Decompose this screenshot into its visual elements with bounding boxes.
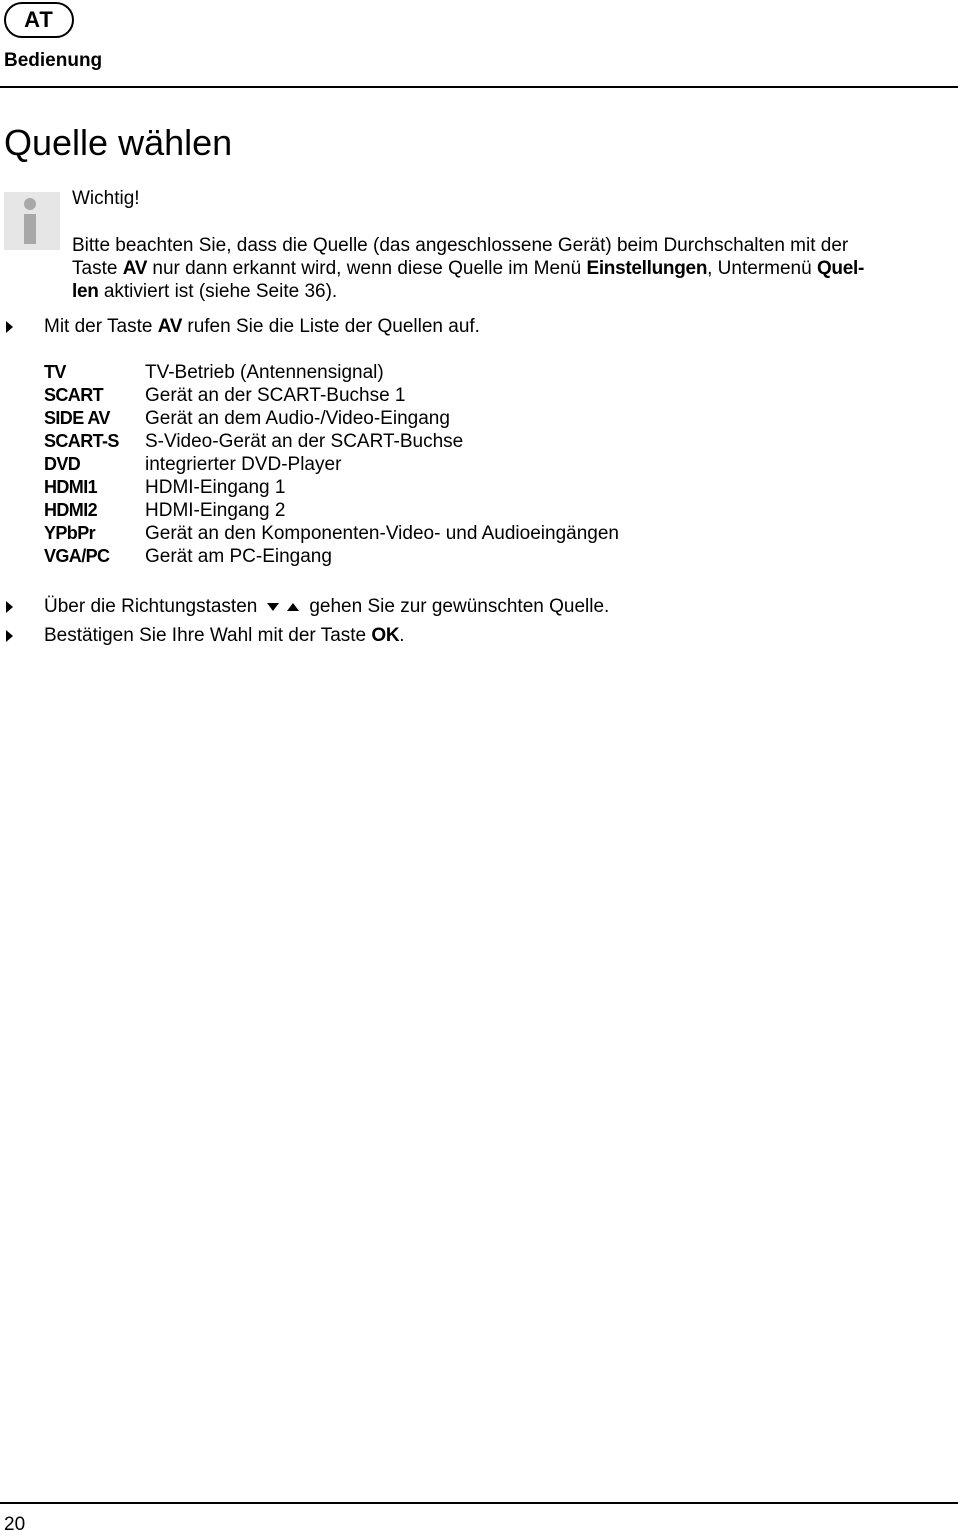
table-row — [44, 453, 619, 476]
source-table — [44, 361, 619, 568]
source-key: DVD — [44, 454, 81, 474]
step-open-list — [4, 315, 480, 338]
source-key: HDMI1 — [44, 477, 98, 497]
direction-keys — [267, 603, 299, 611]
step-text: Bestätigen Sie Ihre Wahl mit der Taste — [44, 625, 367, 646]
footer-rule — [0, 1502, 958, 1504]
bullet-arrow-icon — [6, 630, 13, 642]
page-title: Quelle wählen — [4, 122, 233, 163]
source-desc: HDMI-Eingang 2 — [145, 500, 286, 521]
step-confirm — [4, 624, 405, 647]
source-desc: Gerät am PC-Eingang — [145, 546, 332, 567]
table-row — [44, 384, 619, 407]
step-text: gehen Sie zur gewünschten Quelle. — [309, 596, 610, 617]
note-text-part: , Untermenü — [707, 258, 817, 279]
section-label: Bedienung — [4, 50, 103, 71]
source-key: YPbPr — [44, 523, 96, 543]
source-desc: HDMI-Eingang 1 — [145, 477, 286, 498]
menu-settings: Einstellungen — [586, 258, 708, 279]
source-key: HDMI2 — [44, 500, 98, 520]
note-text-part: aktiviert ist (siehe Seite 36). — [98, 281, 338, 302]
note-text — [72, 234, 892, 303]
source-key: SCART-S — [44, 431, 119, 451]
source-key: TV — [44, 362, 66, 382]
info-icon-bar — [24, 214, 36, 244]
table-row — [44, 361, 619, 384]
step-text: . — [399, 625, 405, 646]
submenu-sources-b: len — [72, 281, 99, 302]
note-heading: Wichtig! — [72, 188, 140, 209]
submenu-sources-a: Quel- — [816, 258, 865, 279]
key-av: AV — [122, 258, 148, 279]
bullet-arrow-icon — [6, 601, 13, 613]
table-row — [44, 522, 619, 545]
step-text: Mit der Taste — [44, 316, 153, 337]
bullet-arrow-icon — [6, 321, 13, 333]
source-desc: Gerät an der SCART-Buchse 1 — [145, 385, 406, 406]
step-navigate — [4, 595, 609, 618]
key-av: AV — [157, 316, 183, 337]
table-row — [44, 407, 619, 430]
note-text-part: Bitte beachten Sie, dass die Quelle (das angeschlossene Gerät) beim Durchschalten mit der Taste — [72, 235, 849, 279]
table-row — [44, 430, 619, 453]
header-rule — [0, 86, 958, 88]
source-desc: Gerät an den Komponenten-Video- und Audioeingängen — [145, 523, 619, 544]
step-text: Über die Richtungstasten — [44, 596, 258, 617]
table-row — [44, 499, 619, 522]
page-number: 20 — [4, 1514, 26, 1535]
source-desc: S-Video-Gerät an der SCART-Buchse — [145, 431, 464, 452]
note-text-part: nur dann erkannt wird, wenn diese Quelle im Menü — [147, 258, 587, 279]
country-badge: AT — [4, 2, 74, 38]
table-row — [44, 545, 619, 568]
source-desc: Gerät an dem Audio-/Video-Eingang — [145, 408, 450, 429]
source-key: SIDE AV — [44, 408, 110, 428]
key-ok: OK — [371, 625, 400, 646]
table-row — [44, 476, 619, 499]
info-icon — [4, 192, 60, 250]
source-desc: integrierter DVD-Player — [145, 454, 342, 475]
info-icon-dot — [24, 198, 36, 210]
source-desc: TV-Betrieb (Antennensignal) — [145, 362, 384, 383]
step-text: rufen Sie die Liste der Quellen auf. — [187, 316, 480, 337]
source-key: VGA/PC — [44, 546, 110, 566]
arrow-up-icon — [287, 603, 299, 611]
arrow-down-icon — [267, 603, 279, 611]
source-key: SCART — [44, 385, 103, 405]
